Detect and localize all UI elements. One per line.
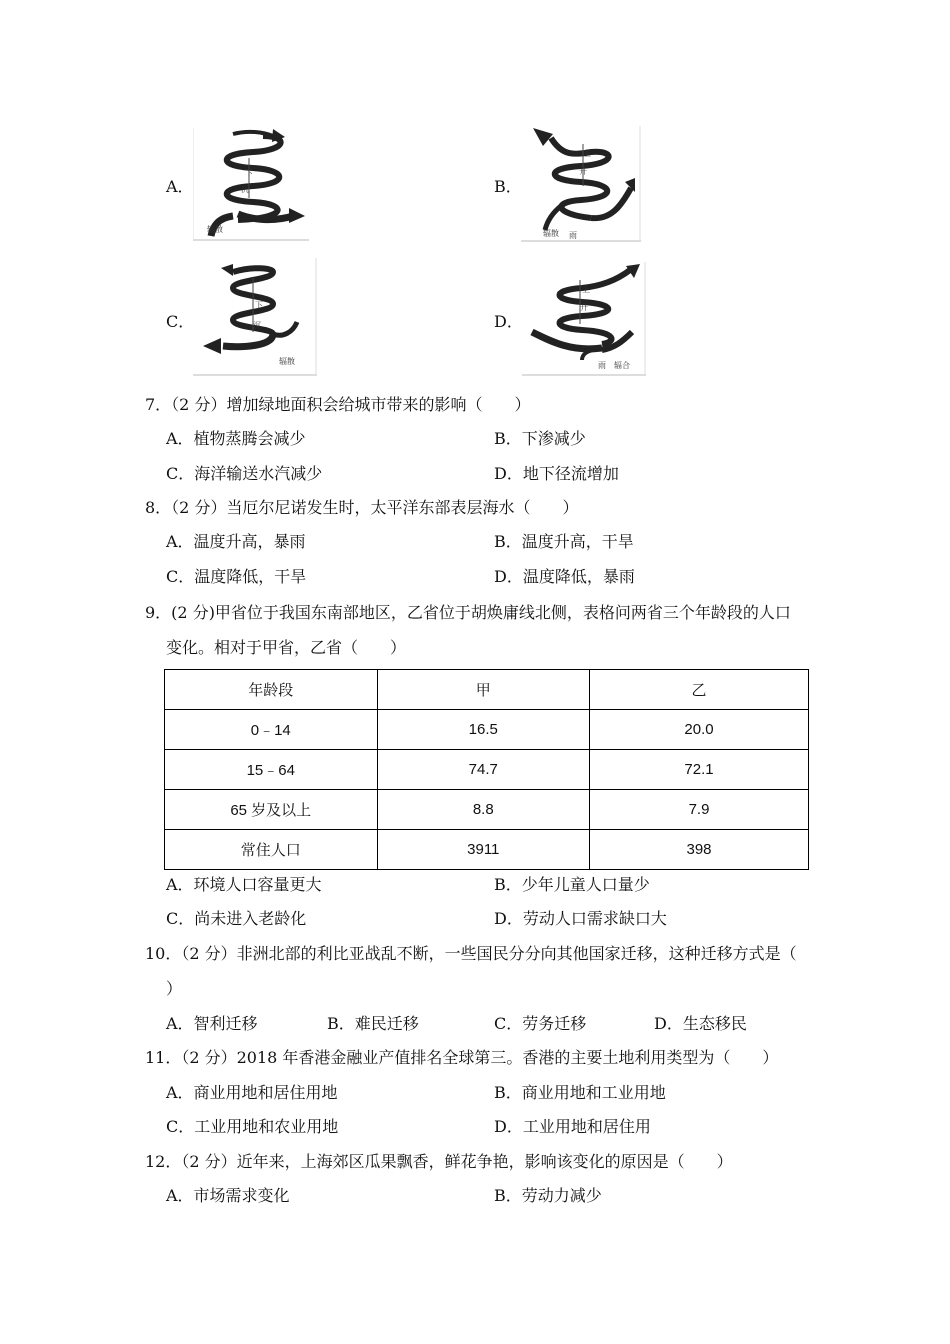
- question-10-option-d: D．生态移民: [654, 1014, 747, 1033]
- question-8-option-d: D．温度降低，暴雨: [494, 567, 635, 586]
- label-divergence: 辐散: [207, 225, 223, 234]
- table-cell: 3911: [377, 830, 590, 870]
- table-cell: 0﹣14: [165, 710, 378, 750]
- label-rise-1: 上: [583, 149, 591, 158]
- question-12-option-b: B．劳动力减少: [494, 1186, 602, 1205]
- question-11-stem: 11．（2 分）2018 年香港金融业产值排名全球第三。香港的主要土地利用类型为（ ）: [145, 1048, 779, 1067]
- question-11-option-b: B．商业用地和工业用地: [494, 1083, 666, 1102]
- table-cell: 20.0: [590, 710, 809, 750]
- option-b-letter: B．: [494, 177, 522, 196]
- table-cell: 72.1: [590, 750, 809, 790]
- label-sink-1: 下: [255, 301, 263, 310]
- question-7-stem: 7．（2 分）增加绿地面积会给城市带来的影响（ ）: [145, 395, 531, 414]
- table-cell: 常住人口: [165, 830, 378, 870]
- question-9-option-a: A．环境人口容量更大: [166, 875, 322, 894]
- label-sink-1: 下: [245, 169, 253, 178]
- question-9-stem-line2: 变化。相对于甲省，乙省（ ）: [166, 638, 407, 657]
- question-7-option-d: D．地下径流增加: [494, 464, 619, 483]
- question-10-stem-line2: ）: [166, 979, 183, 998]
- question-9-option-b: B．少年儿童人口量少: [494, 875, 650, 894]
- label-sink-2: 沉: [241, 185, 249, 194]
- question-11-option-d: D．工业用地和居住用: [494, 1117, 651, 1136]
- question-7-option-b: B．下渗减少: [494, 429, 586, 448]
- label-rain: 雨: [598, 361, 606, 370]
- question-9-stem-line1: 9．(2 分)甲省位于我国东南部地区，乙省位于胡焕庸线北侧，表格问两省三个年龄段的人口: [145, 603, 791, 622]
- question-8-option-a: A．温度升高，暴雨: [166, 532, 306, 551]
- table-cell: 15﹣64: [165, 750, 378, 790]
- figure-c-sinking-divergence: [193, 258, 317, 376]
- figure-b-rising-divergence: [521, 126, 641, 242]
- label-rise-1: 上: [582, 285, 590, 294]
- question-10-option-a: A．智利迁移: [166, 1014, 258, 1033]
- question-9-option-c: C．尚未进入老龄化: [166, 909, 307, 928]
- label-divergence: 辐散: [543, 229, 559, 238]
- label-divergence: 辐散: [279, 357, 295, 366]
- table-cell: 16.5: [377, 710, 590, 750]
- question-11-option-c: C．工业用地和农业用地: [166, 1117, 339, 1136]
- option-c-letter: C．: [166, 312, 195, 331]
- table-cell: 65 岁及以上: [165, 790, 378, 830]
- table-header-cell: 甲: [377, 670, 590, 710]
- label-sink-2: 沉: [253, 321, 261, 330]
- question-11-option-a: A．商业用地和居住用地: [166, 1083, 338, 1102]
- question-7-option-c: C．海洋输送水汽减少: [166, 464, 323, 483]
- table-row: [165, 710, 809, 750]
- option-d-letter: D．: [494, 312, 523, 331]
- question-12-stem: 12．（2 分）近年来，上海郊区瓜果飘香，鲜花争艳，影响该变化的原因是（ ）: [145, 1152, 733, 1171]
- question-8-stem: 8．（2 分）当厄尔尼诺发生时，太平洋东部表层海水（ ）: [145, 498, 579, 517]
- table-cell: 398: [590, 830, 809, 870]
- table-header-cell: 乙: [590, 670, 809, 710]
- option-a-letter: A．: [166, 177, 194, 196]
- table-row: [165, 830, 809, 870]
- table-row: [165, 790, 809, 830]
- question-9-option-d: D．劳动人口需求缺口大: [494, 909, 667, 928]
- label-rain: 雨: [569, 231, 577, 240]
- label-rise-2: 升: [579, 167, 587, 176]
- label-rise-2: 升: [580, 303, 588, 312]
- question-8-option-b: B．温度升高，干旱: [494, 532, 634, 551]
- figure-a-sinking-divergence: [193, 128, 309, 241]
- question-12-option-a: A．市场需求变化: [166, 1186, 290, 1205]
- figure-d-rising-convergence: [522, 262, 646, 376]
- question-7-option-a: A．植物蒸腾会减少: [166, 429, 306, 448]
- label-convergence: 辐合: [614, 361, 630, 370]
- question-10-option-c: C．劳务迁移: [494, 1014, 587, 1033]
- question-10-option-b: B．难民迁移: [327, 1014, 419, 1033]
- question-8-option-c: C．温度降低，干旱: [166, 567, 307, 586]
- population-table: [164, 669, 809, 870]
- table-row: [165, 750, 809, 790]
- question-10-stem-line1: 10．（2 分）非洲北部的利比亚战乱不断，一些国民分分向其他国家迁移，这种迁移方式是（: [145, 944, 797, 963]
- table-cell: 74.7: [377, 750, 590, 790]
- table-cell: 7.9: [590, 790, 809, 830]
- table-cell: 8.8: [377, 790, 590, 830]
- table-header-row: [165, 670, 809, 710]
- table-header-cell: 年龄段: [165, 670, 378, 710]
